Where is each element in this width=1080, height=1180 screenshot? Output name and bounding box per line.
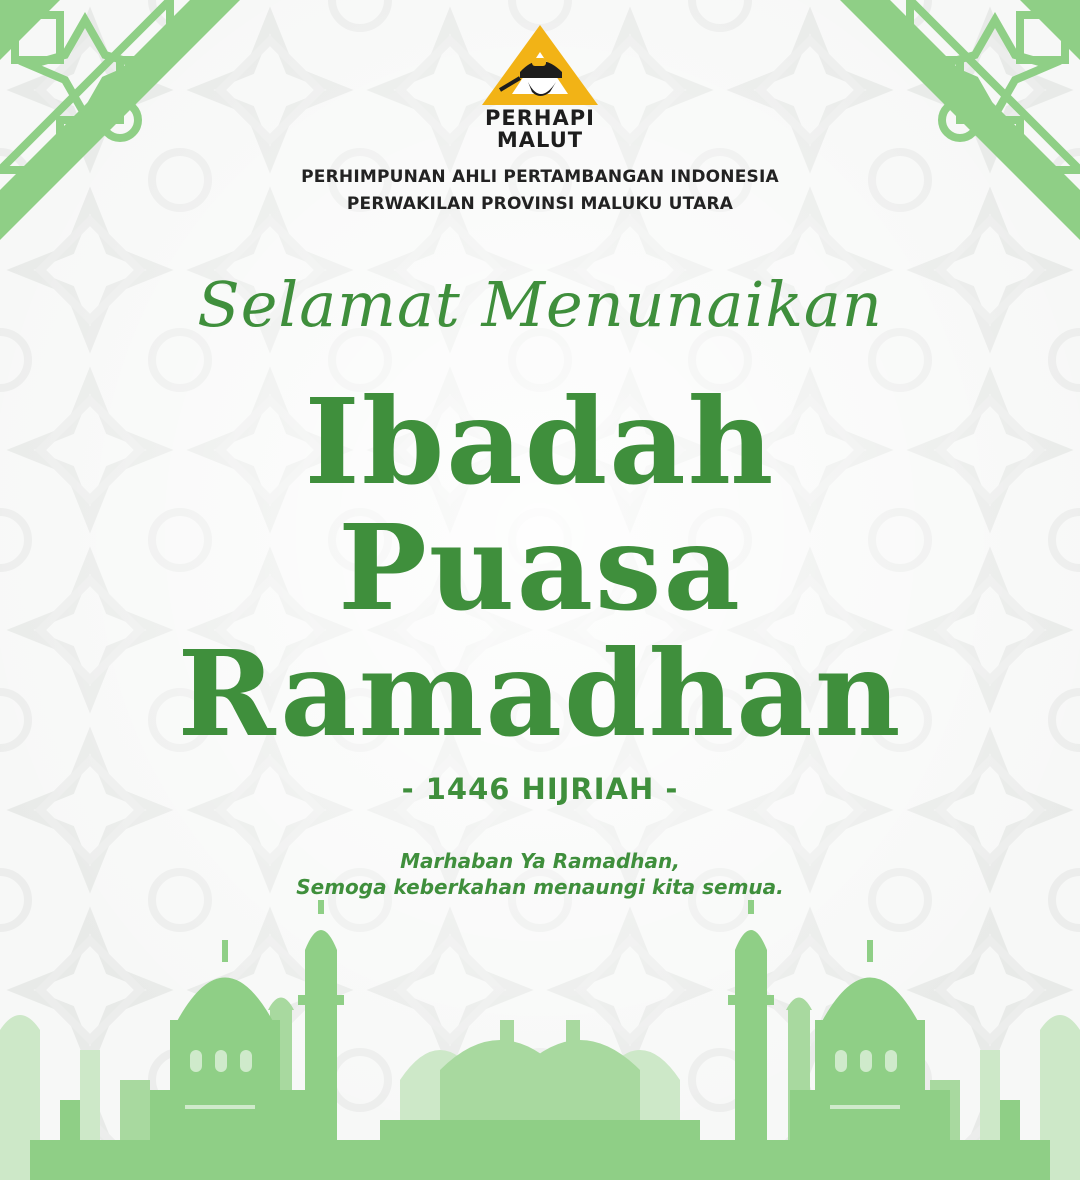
logo-text-line2: MALUT [496, 128, 584, 152]
organization-name: PERHIMPUNAN AHLI PERTAMBANGAN INDONESIA [301, 167, 779, 187]
hijri-year: - 1446 HIJRIAH - [401, 772, 679, 806]
title-line-ramadhan: Ramadhan [177, 624, 903, 763]
mosque-skyline-illustration [0, 900, 1080, 1180]
greeting-script: Selamat Menunaikan [197, 268, 883, 341]
title-line-ibadah: Ibadah [304, 372, 776, 511]
mining-helmet-triangle-logo-icon [470, 20, 610, 110]
organization-branch: PERWAKILAN PROVINSI MALUKU UTARA [346, 194, 734, 214]
message-line1: Marhaban Ya Ramadhan, [400, 849, 680, 873]
logo-text-line1: PERHAPI [485, 106, 595, 130]
title-line-puasa: Puasa [338, 498, 742, 637]
message-line2: Semoga keberkahan menaungi kita semua. [296, 875, 784, 899]
perhapi-logo [470, 20, 610, 160]
